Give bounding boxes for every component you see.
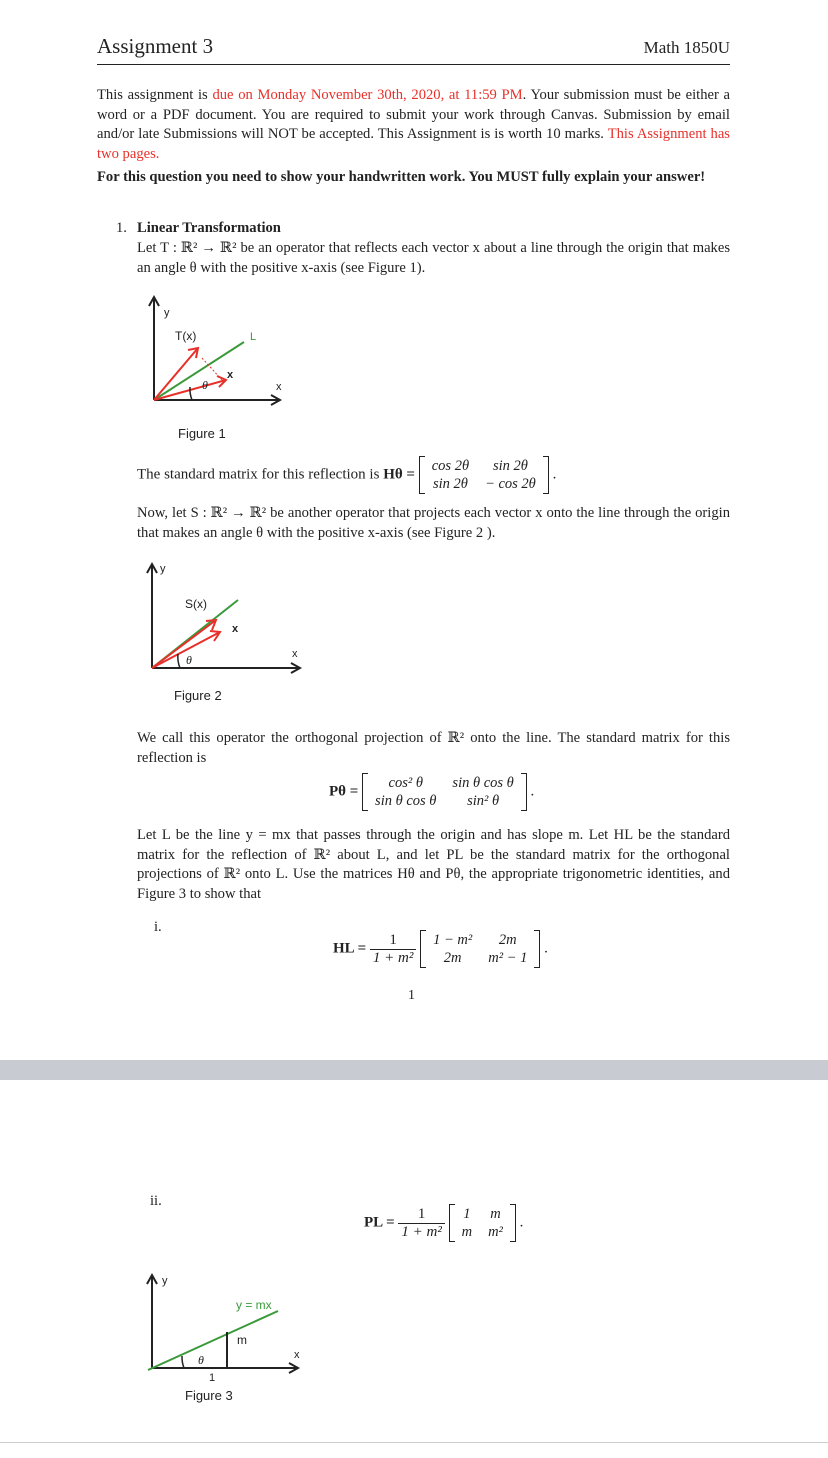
projected-vector <box>152 620 216 668</box>
matrix-cell: sin² θ <box>467 793 500 809</box>
denominator: 1 + m² <box>372 949 414 966</box>
numerator: 1 <box>370 932 416 950</box>
fraction <box>398 1206 444 1241</box>
part-ii-equation: PL = $\frac{1}{\text{1 + m²}}$ 1 m m m² . <box>364 1205 524 1240</box>
matrix-cell: 2m <box>443 950 462 966</box>
question-text-4: We call this operator the orthogonal projection of ℝ² onto the line. The standard matrix for this reflection is <box>137 730 730 766</box>
question-text-5: Let L be the line y = mx that passes through the origin and has slope m. Let HL be the standard matrix for the reflection of ℝ² about L, and let PL be the standard matrix for the orthogonal projections of ℝ² onto L. Use the matrices Hθ and Pθ, the appropriate trigonometric identities, and Figure 3 to show that <box>137 827 730 902</box>
matrix-cell: 1 − m² <box>433 932 473 948</box>
part-ii-label: ii. <box>150 1193 162 1209</box>
x-axis-label: x <box>276 381 282 393</box>
line-y-mx <box>148 1311 278 1370</box>
vector-x-label: x <box>232 623 239 635</box>
part-i-equation: HL = $\frac{1}{\text{1 + m²}}$ 1 − m² 2m 2m m² − 1 . <box>333 931 548 966</box>
intro-text-2: . Your submission must be either a word or a PDF document. You are required to submit your work through Canvas. Submission by email and/or late Submissions will NOT be accepted. This Assignment is is worth 10 marks. <box>97 87 730 142</box>
vector-x-label: x <box>227 369 234 381</box>
matrix-cell: sin θ cos θ <box>375 793 437 809</box>
matrix-cell: sin θ cos θ <box>452 775 514 791</box>
y-label: y <box>162 1275 168 1287</box>
m-label: m <box>237 1333 247 1347</box>
matrix-cell: 1 <box>463 1206 471 1222</box>
PL-matrix <box>449 1204 516 1242</box>
figure-1-caption: Figure 1 <box>178 426 226 441</box>
x-axis-label: x <box>292 648 298 660</box>
matrix-cell: m² <box>488 1224 503 1240</box>
theta-label: θ <box>198 1353 204 1367</box>
course-code: Math 1850U <box>643 38 730 57</box>
due-date: due on Monday November 30th, 2020, at 11:59 PM <box>212 87 523 103</box>
P-theta-lhs: Pθ = <box>329 783 359 800</box>
L-label: L <box>250 331 257 343</box>
question-text-3: Now, let S : ℝ² → ℝ² be another operator that projects each vector x onto the line through the origin that makes an angle θ with the positive x-axis (see Figure 2 ). <box>137 505 730 541</box>
intro-paragraph <box>97 86 730 164</box>
figure-3-caption: Figure 3 <box>185 1388 233 1403</box>
figure-1-diagram <box>140 292 290 410</box>
page-gap <box>0 1060 828 1080</box>
bottom-divider <box>0 1442 828 1443</box>
part-i-label: i. <box>154 919 162 935</box>
matrix-cell: m <box>490 1206 501 1222</box>
PL-lhs: PL = <box>364 1214 395 1231</box>
sx-label: S(x) <box>185 597 207 611</box>
page-2 <box>0 1080 828 1458</box>
y-label: y <box>160 563 166 575</box>
instruction: For this question you need to show your handwritten work. You MUST fully explain your answer! <box>97 169 706 185</box>
y-label: y <box>164 307 170 319</box>
x-axis-label: x <box>294 1349 300 1361</box>
figure-3-diagram <box>140 1272 310 1384</box>
assignment-title: Assignment 3 <box>97 34 214 58</box>
page-number: 1 <box>408 988 415 1003</box>
theta-label: θ <box>202 378 208 392</box>
matrix-cell: m <box>461 1224 473 1240</box>
matrix-cell: sin 2θ <box>432 476 468 492</box>
matrix-cell: sin 2θ <box>492 458 528 474</box>
matrix-cell: 2m <box>498 932 517 948</box>
denominator: 1 + m² <box>401 1223 442 1240</box>
HL-matrix <box>420 930 540 968</box>
reflected-vector <box>154 348 198 400</box>
one-label: 1 <box>209 1372 216 1384</box>
question-number: 1. <box>116 220 127 236</box>
matrix-cell: cos² θ <box>388 775 423 791</box>
reflection-matrix-line: The standard matrix for this reflection is Hθ = cos 2θ sin 2θ sin 2θ − cos 2θ . <box>137 458 557 492</box>
question-text-1: Let T : ℝ² → ℝ² be an operator that reflects each vector x about a line through the origin that makes an angle θ with the positive x-axis (see Figure 1). <box>137 240 730 276</box>
text-2: The standard matrix for this reflection is <box>137 466 384 483</box>
matrix-cell: m² − 1 <box>488 950 528 966</box>
figure-2-caption: Figure 2 <box>174 688 222 703</box>
matrix-cell: − cos 2θ <box>485 476 536 492</box>
HL-lhs: HL = <box>333 940 367 957</box>
H-theta-lhs: Hθ = <box>383 466 415 483</box>
P-theta-equation: Pθ = cos² θ sin θ cos θ sin θ cos θ sin² θ . <box>329 775 535 809</box>
line-label: y = mx <box>236 1298 272 1312</box>
page-header <box>97 34 730 65</box>
fraction <box>370 932 416 967</box>
P-theta-matrix <box>362 773 527 811</box>
matrix-cell: cos 2θ <box>431 458 470 474</box>
question-title: Linear Transformation <box>137 220 281 236</box>
numerator: 1 <box>398 1206 444 1224</box>
figure-2-diagram <box>140 560 310 675</box>
H-theta-matrix <box>419 456 549 494</box>
intro-text-1: This assignment is <box>97 87 213 103</box>
tx-label: T(x) <box>175 329 197 343</box>
theta-label: θ <box>186 653 192 667</box>
pages-note: This Assignment has two pages. <box>97 126 730 162</box>
